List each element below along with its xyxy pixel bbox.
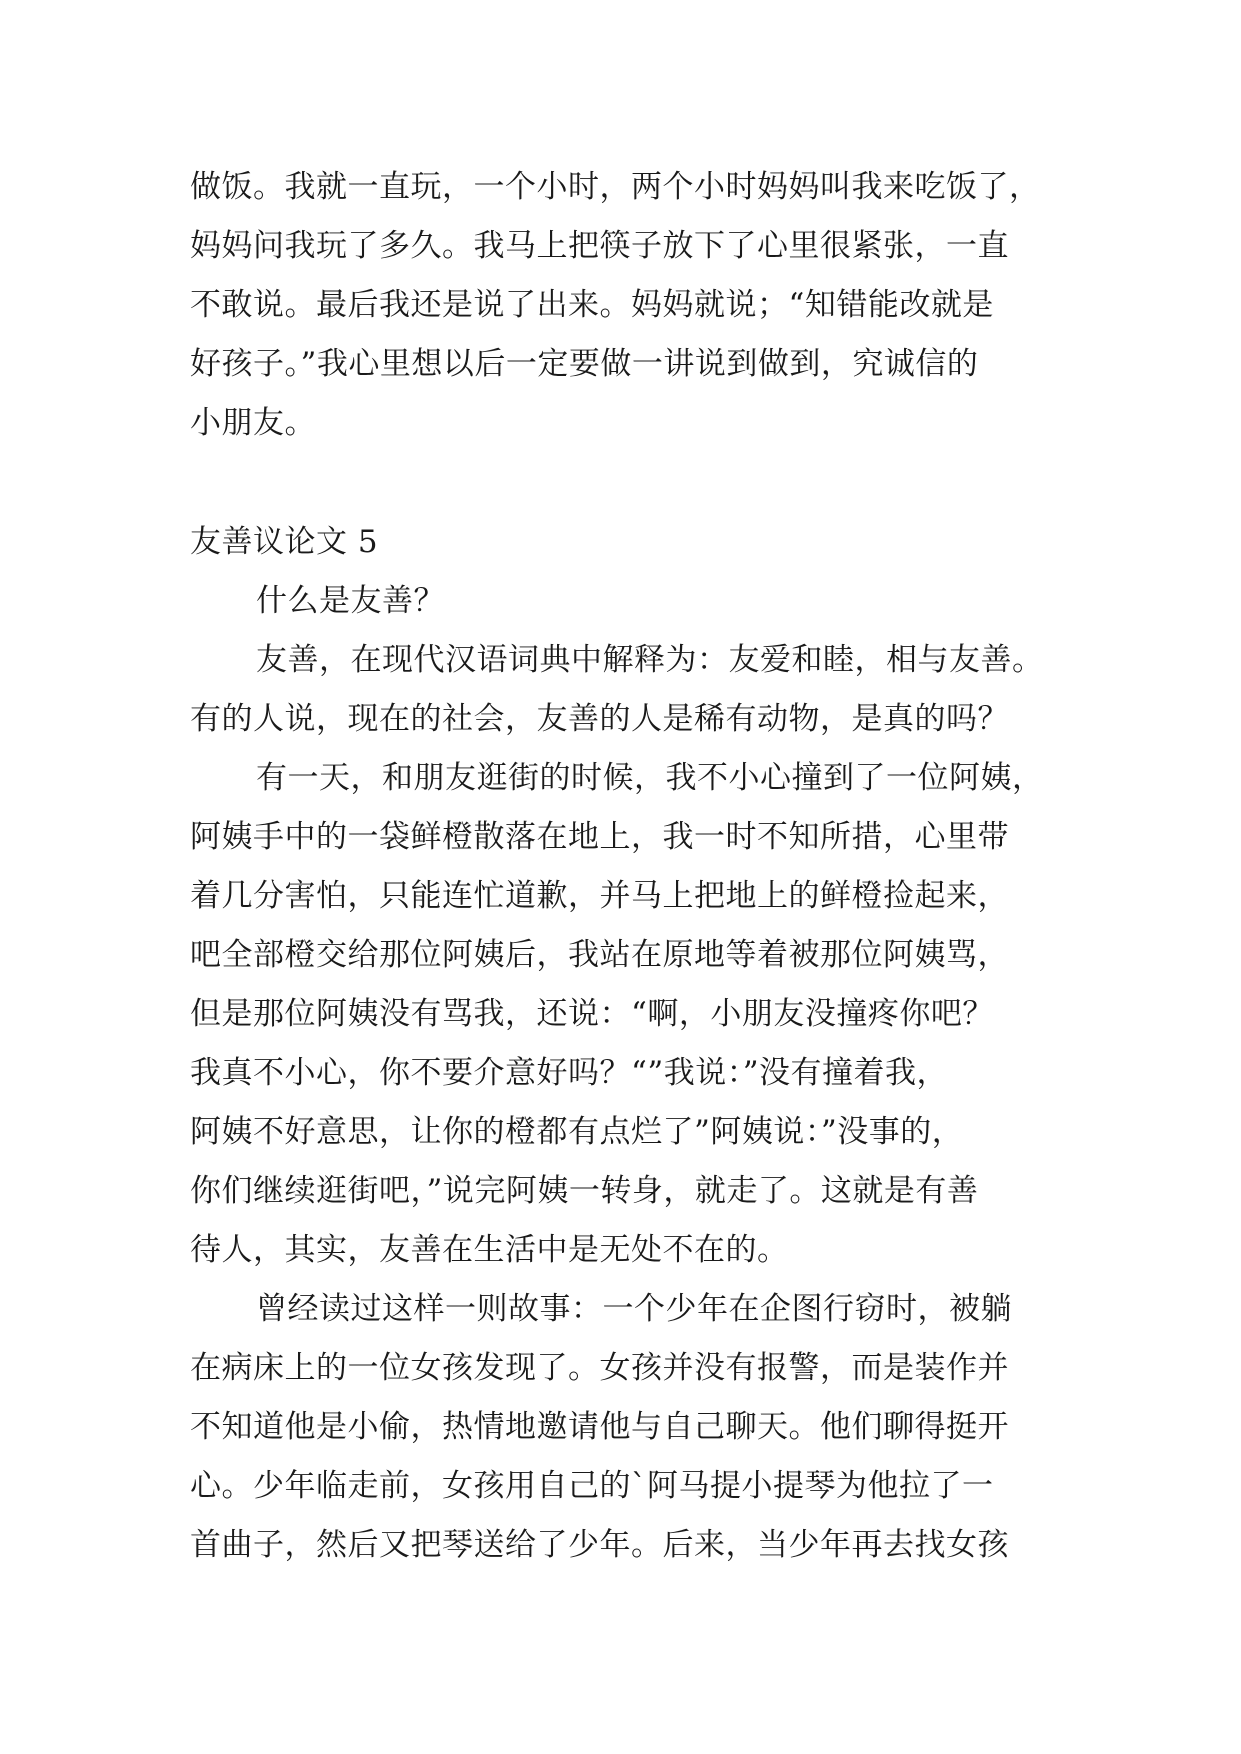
text-line: 什么是友善？ bbox=[256, 583, 445, 619]
previous-section-ending bbox=[190, 158, 1060, 453]
text-line: 阿姨手中的一袋鲜橙散落在地上，我一时不知所措，心里带 bbox=[190, 819, 1009, 855]
text-line: 但是那位阿姨没有骂我，还说：“啊，小朋友没撞疼你吧？ bbox=[190, 996, 994, 1032]
text-line: 我真不小心，你不要介意好吗？“”我说：”没有撞着我， bbox=[190, 1055, 949, 1091]
essay-title: 友善议论文 5 bbox=[190, 524, 379, 560]
text-line: 阿姨不好意思，让你的橙都有点烂了”阿姨说：”没事的， bbox=[190, 1114, 964, 1150]
document-body bbox=[190, 158, 1060, 1575]
text-line: 有的人说，现在的社会，友善的人是稀有动物，是真的吗？ bbox=[190, 701, 1009, 737]
text-line: 首曲子，然后又把琴送给了少年。后来，当少年再去找女孩 bbox=[190, 1527, 1009, 1563]
text-line: 友善，在现代汉语词典中解释为：友爱和睦，相与友善。 bbox=[256, 642, 1044, 678]
text-line: 好孩子。”我心里想以后一定要做一讲说到做到，究诚信的 bbox=[190, 346, 979, 382]
paragraph-story-violin bbox=[190, 1280, 1060, 1575]
text-line: 曾经读过这样一则故事：一个少年在企图行窃时，被躺 bbox=[256, 1291, 1012, 1327]
paragraph-question bbox=[190, 572, 1060, 631]
text-line: 做饭。我就一直玩，一个小时，两个小时妈妈叫我来吃饭了， bbox=[190, 169, 1041, 205]
text-line: 着几分害怕，只能连忙道歉，并马上把地上的鲜橙捡起来， bbox=[190, 878, 1009, 914]
text-line: 待人，其实，友善在生活中是无处不在的。 bbox=[190, 1232, 789, 1268]
text-line: 妈妈问我玩了多久。我马上把筷子放下了心里很紧张，一直 bbox=[190, 228, 1009, 264]
paragraph-definition bbox=[190, 631, 1060, 749]
text-line: 小朋友。 bbox=[190, 405, 316, 441]
paragraph-story-aunt bbox=[190, 749, 1060, 1280]
text-line: 不知道他是小偷，热情地邀请他与自己聊天。他们聊得挺开 bbox=[190, 1409, 1009, 1445]
text-line: 心。少年临走前，女孩用自己的`阿马提小提琴为他拉了一 bbox=[190, 1468, 994, 1504]
text-line: 吧全部橙交给那位阿姨后，我站在原地等着被那位阿姨骂， bbox=[190, 937, 1009, 973]
text-line: 不敢说。最后我还是说了出来。妈妈就说；“知错能改就是 bbox=[190, 287, 994, 323]
section-gap bbox=[190, 453, 1060, 513]
text-line: 在病床上的一位女孩发现了。女孩并没有报警，而是装作并 bbox=[190, 1350, 1009, 1386]
text-line: 有一天，和朋友逛街的时候，我不小心撞到了一位阿姨， bbox=[256, 760, 1044, 796]
text-line: 你们继续逛街吧，”说完阿姨一转身，就走了。这就是有善 bbox=[190, 1173, 979, 1209]
